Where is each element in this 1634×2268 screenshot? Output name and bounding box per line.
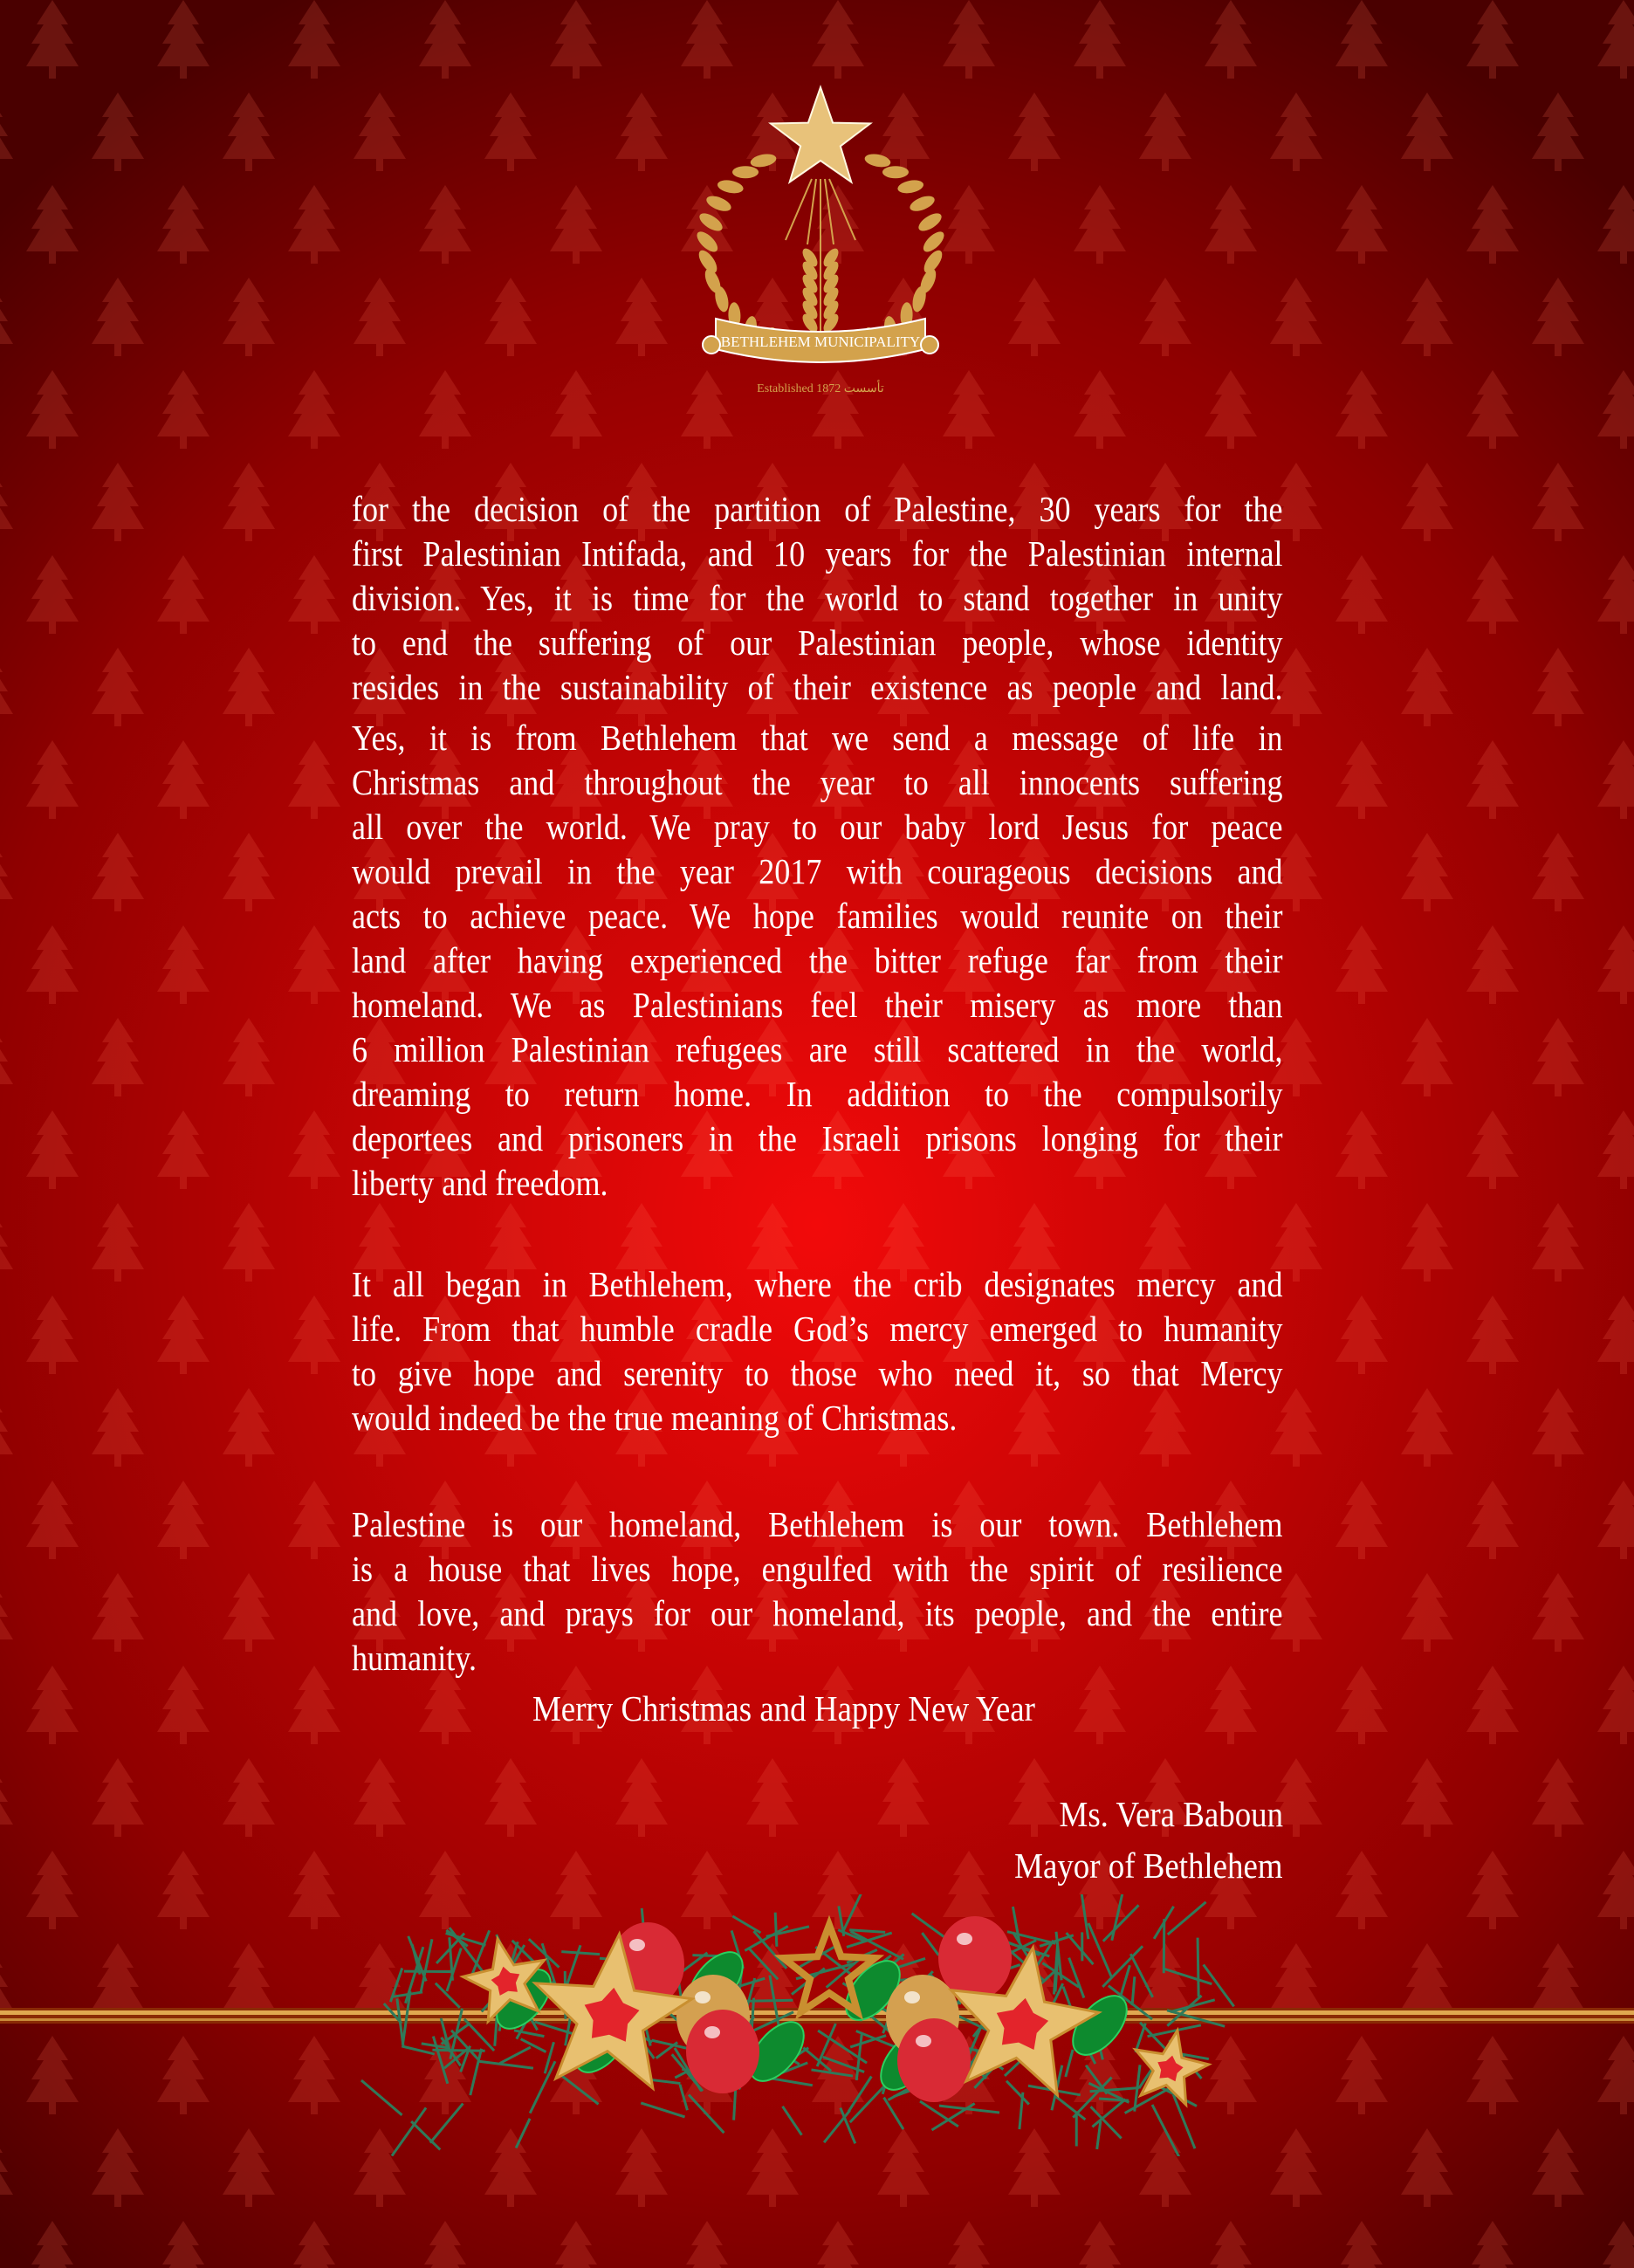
laurel-leaf-icon xyxy=(697,210,725,234)
text-line: Yes, it is from Bethlehem that we send a message of life in xyxy=(352,718,1283,758)
text-line: acts to achieve peace. We hope families would reunite on their xyxy=(352,896,1283,936)
text-line: homeland. We as Palestinians feel their misery as more than xyxy=(352,985,1283,1025)
laurel-leaf-icon xyxy=(920,228,947,255)
paragraph-1 xyxy=(352,487,1283,710)
text-line: land after having experienced the bitter refuge far from their xyxy=(352,940,1283,980)
paragraph-4 xyxy=(352,1502,1283,1680)
text-line: liberty and freedom. xyxy=(352,1163,608,1203)
laurel-leaf-icon xyxy=(908,193,937,214)
text-line: Palestine is our homeland, Bethlehem is our town. Bethlehem xyxy=(352,1504,1283,1544)
laurel-leaf-icon xyxy=(749,152,777,168)
laurel-leaf-icon xyxy=(896,178,924,195)
ornament-ball-icon xyxy=(686,2010,759,2093)
text-line: deportees and prisoners in the Israeli prisons longing for their xyxy=(352,1118,1283,1158)
paragraph-3 xyxy=(352,1262,1283,1440)
text-line: life. From that humble cradle God’s mercy emerged to humanity xyxy=(352,1309,1283,1349)
text-line: It all began in Bethlehem, where the crib designates mercy and xyxy=(352,1264,1283,1304)
laurel-leaf-icon xyxy=(882,166,909,178)
laurel-leaf-icon xyxy=(916,210,944,234)
laurel-leaf-icon xyxy=(704,193,733,214)
text-line: first Palestinian Intifada, and 10 years for the Palestinian internal xyxy=(352,533,1283,574)
text-line: would indeed be the true meaning of Christmas. xyxy=(352,1398,958,1438)
text-line: to give hope and serenity to those who need it, so that Mercy xyxy=(352,1353,1283,1393)
text-line: all over the world. We pray to our baby lord Jesus for peace xyxy=(352,807,1283,847)
laurel-leaf-icon xyxy=(694,228,721,255)
text-line: resides in the sustainability of their existence as people and land. xyxy=(352,667,1283,707)
christmas-garland-decoration xyxy=(0,1894,1634,2156)
text-line: dreaming to return home. In addition to the compulsorily xyxy=(352,1074,1283,1114)
text-line: Christmas and throughout the year to all innocents suffering xyxy=(352,762,1283,802)
ornament-ball-icon xyxy=(897,2018,971,2102)
signature-name: Ms. Vera Baboun xyxy=(1059,1794,1283,1834)
svg-text:BETHLEHEM MUNICIPALITY: BETHLEHEM MUNICIPALITY xyxy=(720,333,921,350)
bethlehem-municipality-logo xyxy=(681,83,960,415)
text-line: 6 million Palestinian refugees are still scattered in the world, xyxy=(352,1029,1283,1069)
signature-title: Mayor of Bethlehem xyxy=(1014,1845,1283,1886)
text-line: is a house that lives hope, engulfed with the spirit of resilience xyxy=(352,1549,1283,1589)
greeting-text: Merry Christmas and Happy New Year xyxy=(532,1688,1035,1728)
text-line: humanity. xyxy=(352,1638,477,1678)
laurel-leaf-icon xyxy=(732,166,759,178)
paragraph-2 xyxy=(352,716,1283,1206)
text-line: to end the suffering of our Palestinian people, whose identity xyxy=(352,622,1283,663)
text-line: would prevail in the year 2017 with courageous decisions and xyxy=(352,851,1283,891)
svg-text:Established 1872 تأسست: Established 1872 تأسست xyxy=(757,382,884,395)
text-line: division. Yes, it is time for the world to stand together in unity xyxy=(352,578,1283,618)
ornament-ball-icon xyxy=(938,1916,1012,2000)
laurel-leaf-icon xyxy=(863,152,891,168)
laurel-leaf-icon xyxy=(717,178,745,195)
text-line: for the decision of the partition of Palestine, 30 years for the xyxy=(352,489,1283,529)
text-line: and love, and prays for our homeland, its people, and the entire xyxy=(352,1593,1283,1633)
